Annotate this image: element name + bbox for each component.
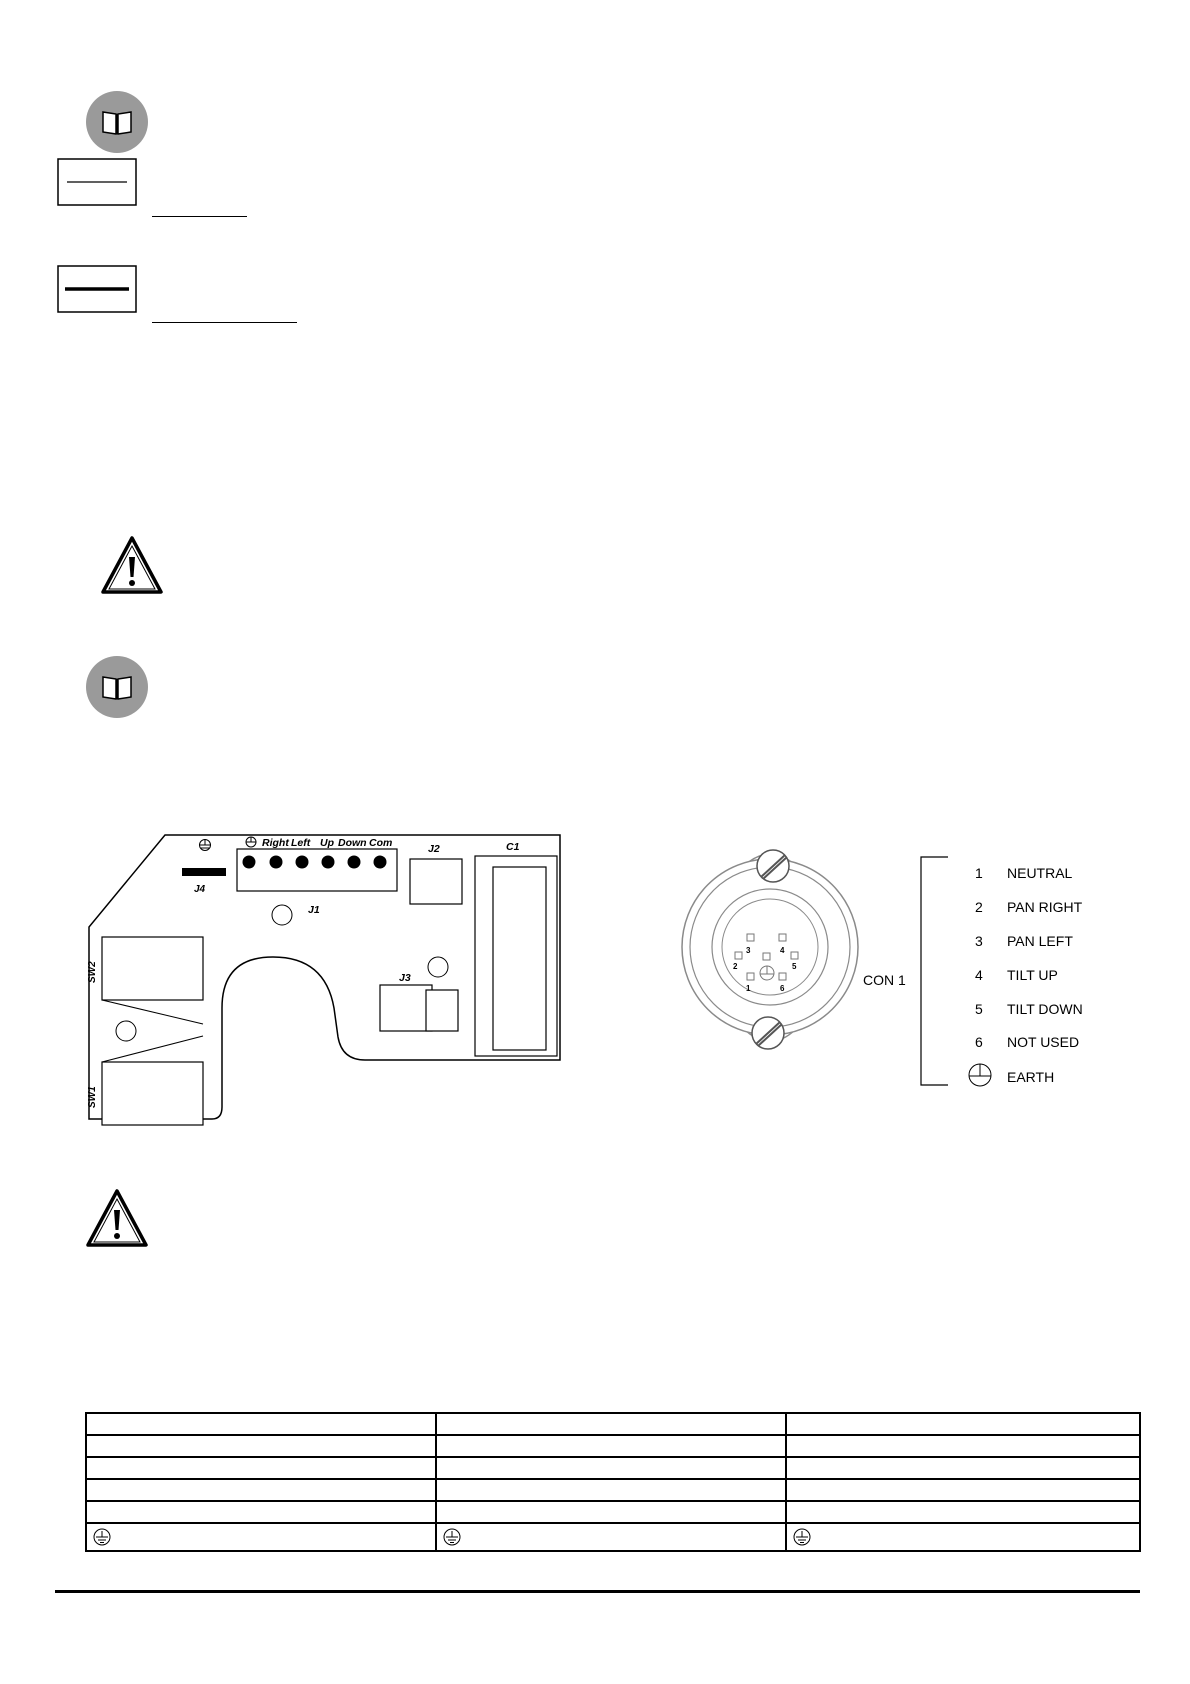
pinout-number: 1 bbox=[975, 865, 983, 881]
terminal-screw bbox=[374, 856, 387, 869]
pinout-number: 3 bbox=[975, 933, 983, 949]
table-cell bbox=[436, 1501, 786, 1523]
table-cell bbox=[436, 1435, 786, 1457]
table-row bbox=[86, 1479, 1140, 1501]
terminal-screw bbox=[322, 856, 335, 869]
table-cell bbox=[786, 1523, 1140, 1551]
table-cell bbox=[786, 1479, 1140, 1501]
j2-label: J2 bbox=[428, 843, 440, 855]
terminal-label-right: Right bbox=[262, 837, 289, 849]
j2-component bbox=[410, 859, 462, 904]
mounting-hole bbox=[116, 1021, 136, 1041]
pinout-name: TILT DOWN bbox=[1007, 1001, 1083, 1017]
table-row bbox=[86, 1413, 1140, 1435]
table-cell bbox=[786, 1435, 1140, 1457]
table-cell bbox=[436, 1413, 786, 1435]
terminal-screw bbox=[270, 856, 283, 869]
connector-label: CON 1 bbox=[863, 972, 906, 988]
earth-ground-icon bbox=[760, 966, 774, 980]
warning-triangle-icon bbox=[85, 1188, 149, 1248]
warning-triangle-icon bbox=[100, 535, 164, 595]
pinout-name: PAN LEFT bbox=[1007, 933, 1073, 949]
book-icon bbox=[85, 90, 149, 154]
sw1-switch bbox=[102, 1062, 203, 1125]
terminal-screw bbox=[348, 856, 361, 869]
pinout-name: EARTH bbox=[1007, 1069, 1055, 1085]
footer-rule bbox=[55, 1590, 1140, 1593]
pin-number: 4 bbox=[780, 946, 785, 955]
pinout-name: NOT USED bbox=[1007, 1034, 1080, 1050]
pin-number: 5 bbox=[792, 962, 797, 971]
terminal-label-com: Com bbox=[369, 837, 393, 849]
terminal-label-left: Left bbox=[291, 837, 311, 849]
screw-icon bbox=[752, 1017, 784, 1049]
table-row bbox=[86, 1435, 1140, 1457]
j3-component bbox=[380, 985, 432, 1031]
pin-number: 3 bbox=[746, 946, 751, 955]
mounting-hole bbox=[428, 957, 448, 977]
table-cell bbox=[86, 1501, 436, 1523]
terminal-label-down: Down bbox=[338, 837, 367, 849]
table-cell bbox=[786, 1413, 1140, 1435]
table-cell bbox=[86, 1523, 436, 1551]
pinout-name: TILT UP bbox=[1007, 967, 1058, 983]
pinout-name: PAN RIGHT bbox=[1007, 899, 1083, 915]
earth-ground-icon bbox=[93, 1528, 111, 1546]
earth-ground-icon bbox=[793, 1528, 811, 1546]
table-cell bbox=[436, 1523, 786, 1551]
table-cell bbox=[86, 1479, 436, 1501]
table-cell bbox=[436, 1457, 786, 1479]
table-cell bbox=[86, 1457, 436, 1479]
sw2-label: SW2 bbox=[87, 961, 98, 983]
table-row bbox=[86, 1457, 1140, 1479]
mounting-hole bbox=[272, 905, 292, 925]
book-icon bbox=[85, 655, 149, 719]
terminal-screw bbox=[243, 856, 256, 869]
table-cell bbox=[786, 1457, 1140, 1479]
pin-number: 6 bbox=[780, 984, 785, 993]
underline-rule bbox=[152, 216, 247, 217]
j1-terminal-block bbox=[237, 849, 397, 891]
wiring-table bbox=[85, 1412, 1141, 1552]
table-cell bbox=[86, 1435, 436, 1457]
pin-number: 2 bbox=[733, 962, 738, 971]
table-cell bbox=[436, 1479, 786, 1501]
j3-label: J3 bbox=[399, 972, 411, 984]
circuit-board-diagram bbox=[80, 825, 570, 1145]
table-row bbox=[86, 1523, 1140, 1551]
sw2-switch bbox=[102, 937, 203, 1000]
thin-line-box-icon bbox=[57, 158, 137, 206]
terminal-screw bbox=[296, 856, 309, 869]
screw-icon bbox=[757, 850, 789, 882]
j1-label: J1 bbox=[308, 904, 320, 916]
terminal-label-up: Up bbox=[320, 837, 334, 849]
pinout-number: 2 bbox=[975, 899, 983, 915]
pinout-number: 6 bbox=[975, 1034, 983, 1050]
thick-line-box-icon bbox=[57, 265, 137, 313]
earth-ground-icon bbox=[969, 1064, 991, 1086]
connector-diagram bbox=[675, 835, 1120, 1095]
j4-label: J4 bbox=[194, 884, 206, 895]
pinout-number: 4 bbox=[975, 967, 983, 983]
sw1-label: SW1 bbox=[87, 1086, 98, 1108]
earth-ground-icon bbox=[443, 1528, 461, 1546]
pinout-name: NEUTRAL bbox=[1007, 865, 1073, 881]
table-row bbox=[86, 1501, 1140, 1523]
table-cell bbox=[86, 1413, 436, 1435]
j4-jumper bbox=[182, 868, 226, 876]
c1-label: C1 bbox=[506, 841, 520, 853]
pinout-number: 5 bbox=[975, 1001, 983, 1017]
underline-rule bbox=[152, 322, 297, 323]
table-cell bbox=[786, 1501, 1140, 1523]
pin-number: 1 bbox=[746, 984, 751, 993]
